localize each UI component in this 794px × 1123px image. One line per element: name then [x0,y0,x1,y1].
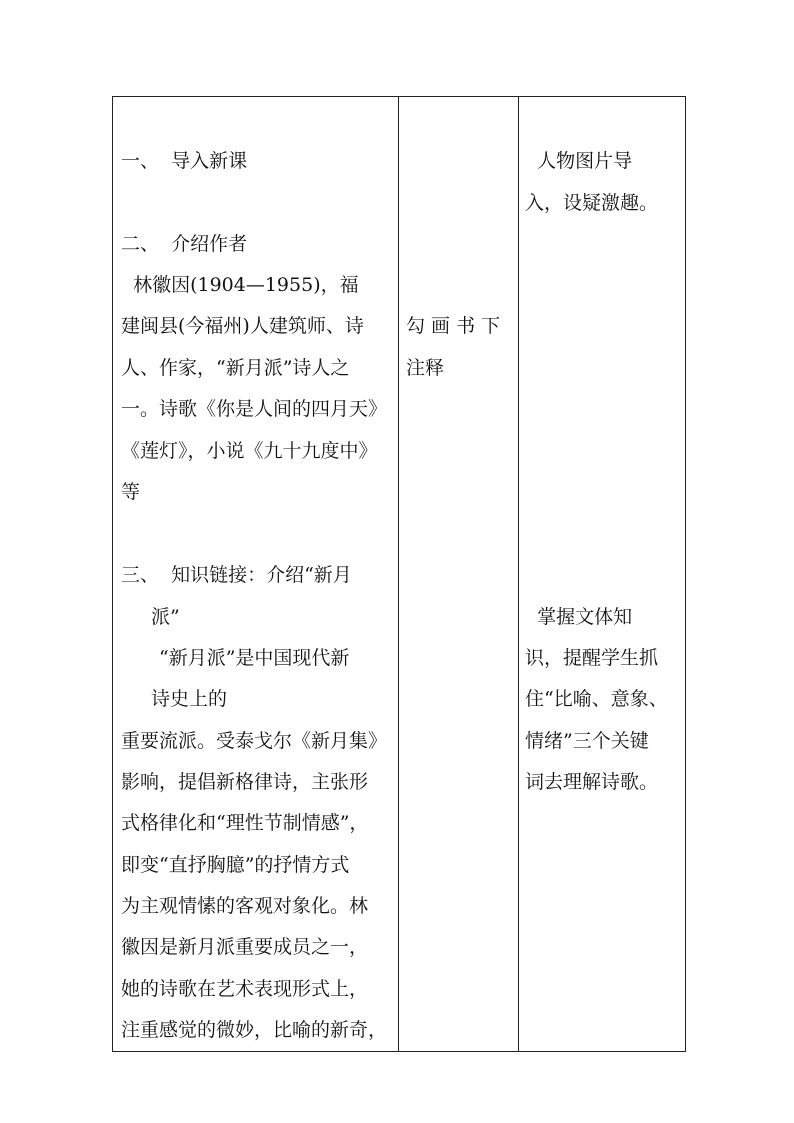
intent-line: 住“比喻、意象、 [525,688,668,710]
intent-line: 入，设疑激趣。 [525,192,659,214]
section-heading: 二、 介绍作者 [121,233,248,255]
paragraph-line: 为主观情愫的客观对象化。林 [121,895,369,917]
intent-line: 情绪”三个关键 [525,730,649,752]
column-divider [398,97,399,1051]
section-heading: 派” [151,606,180,628]
paragraph-line: 建闽县(今福州)人建筑师、诗 [121,315,364,337]
paragraph-line: “新月派”是中国现代新 [159,647,350,669]
section-heading: 一、 导入新课 [121,150,248,172]
intent-line: 人物图片导 [525,150,633,172]
column-divider [518,97,519,1051]
paragraph-line: 影响，提倡新格律诗，主张形 [121,771,369,793]
activity-line: 勾 画 书 下 [406,315,501,337]
section-heading: 三、 知识链接：介绍“新月 [121,564,352,586]
paragraph-line: 一。诗歌《你是人间的四月天》 [121,398,388,420]
paragraph-line: 《莲灯》，小说《九十九度中》 [121,440,378,462]
lesson-plan-table [112,96,686,1052]
paragraph-line: 林徽因(1904—1955)，福 [121,274,359,296]
paragraph-line: 诗史上的 [151,688,228,710]
paragraph-line: 徽因是新月派重要成员之一， [121,936,369,958]
paragraph-line: 即变“直抒胸臆”的抒情方式 [121,854,350,876]
paragraph-line: 重要流派。受泰戈尔《新月集》 [121,730,388,752]
paragraph-line: 式格律化和“理性节制情感”， [121,812,369,834]
paragraph-line: 她的诗歌在艺术表现形式上， [121,978,369,1000]
paragraph-line: 注重感觉的微妙，比喻的新奇， [121,1019,388,1041]
intent-line: 识，提醒学生抓 [525,647,659,669]
intent-line: 掌握文体知 [525,606,633,628]
paragraph-line: 等 [121,481,141,503]
activity-line: 注释 [406,357,445,379]
paragraph-line: 人、作家，“新月派”诗人之 [121,357,350,379]
intent-line: 词去理解诗歌。 [525,771,659,793]
